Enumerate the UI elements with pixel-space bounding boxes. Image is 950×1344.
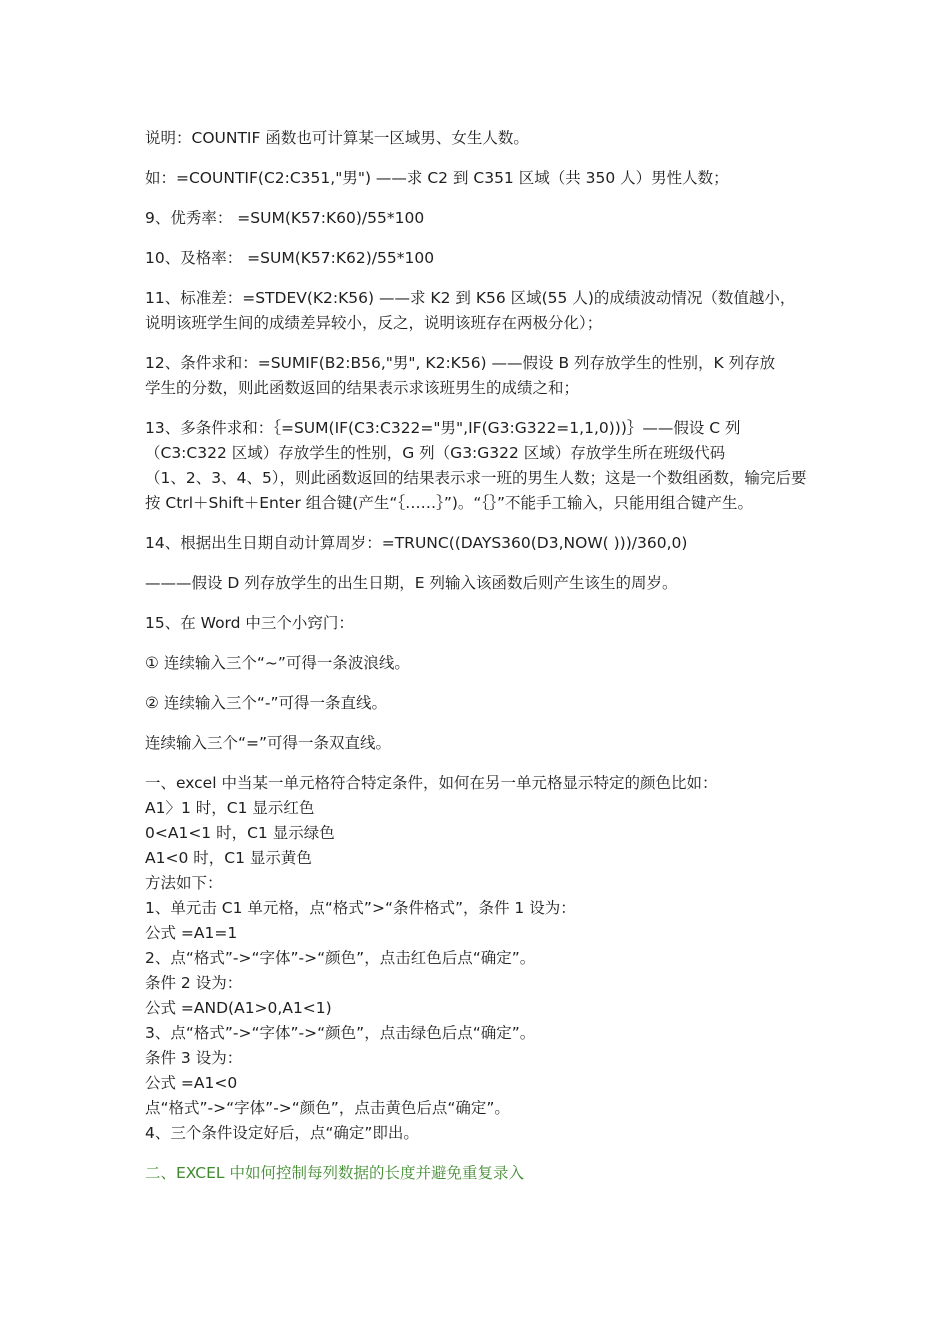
text-line: 条件 3 设为： [145,1049,243,1067]
paragraph-wavy-line-tip: ① 连续输入三个“~”可得一条波浪线。 [145,654,410,672]
text-line: 13、多条件求和：｛=SUM(IF(C3:C322="男",IF(G3:G322=1,1,0)))｝——假设 C 列 [145,419,741,437]
text-line: 条件 2 设为： [145,974,243,992]
text-line: 公式 =A1=1 [145,924,238,942]
text-line: （1、2、3、4、5），则此函数返回的结果表示求一班的男生人数；这是一个数组函数，输完后要 [145,469,807,487]
section-heading-excel-column-length: 二、EXCEL 中如何控制每列数据的长度并避免重复录入 [145,1164,524,1182]
paragraph-double-line-tip: 连续输入三个“=”可得一条双直线。 [145,734,392,752]
text-line: 说明该班学生间的成绩差异较小，反之，说明该班存在两极分化）； [145,314,603,332]
text-line: 1、单元击 C1 单元格，点“格式”>“条件格式”，条件 1 设为： [145,899,576,917]
text-line: 点“格式”->“字体”->“颜色”，点击黄色后点“确定”。 [145,1099,510,1117]
text-line: 方法如下： [145,874,223,892]
text-line: 2、点“格式”->“字体”->“颜色”，点击红色后点“确定”。 [145,949,536,967]
text-line: 学生的分数，则此函数返回的结果表示求该班男生的成绩之和； [145,379,580,397]
paragraph-age-note: ———假设 D 列存放学生的出生日期，E 列输入该函数后则产生该生的周岁。 [145,574,678,592]
text-line: 11、标准差：=STDEV(K2:K56) ——求 K2 到 K56 区域(55 人)的成绩波动情况（数值越小， [145,289,796,307]
text-line: A1〉1 时，C1 显示红色 [145,799,315,817]
paragraph-countif-note: 说明：COUNTIF 函数也可计算某一区域男、女生人数。 [145,129,529,147]
paragraph-straight-line-tip: ② 连续输入三个“-”可得一条直线。 [145,694,387,712]
paragraph-pass-rate: 10、及格率： =SUM(K57:K62)/55*100 [145,249,435,267]
paragraph-countif-example: 如：=COUNTIF(C2:C351,"男") ——求 C2 到 C351 区域（共 350 人）男性人数； [145,169,729,187]
text-line: 4、三个条件设定好后，点“确定”即出。 [145,1124,419,1142]
paragraph-word-tips-title: 15、在 Word 中三个小窍门： [145,614,354,632]
section-conditional-format [145,771,835,1146]
paragraph-stdev [145,286,835,336]
text-line: 按 Ctrl＋Shift＋Enter 组合键(产生“｛……｝”)。“｛｝”不能手工输入，只能用组合键产生。 [145,494,753,512]
text-line: 12、条件求和：=SUMIF(B2:B56,"男", K2:K56) ——假设 B 列存放学生的性别，K 列存放 [145,354,776,372]
text-line: 一、excel 中当某一单元格符合特定条件，如何在另一单元格显示特定的颜色比如： [145,774,718,792]
text-line: 公式 =AND(A1>0,A1<1) [145,999,332,1017]
text-line: （C3:C322 区域）存放学生的性别，G 列（G3:G322 区域）存放学生所在班级代码 [145,444,726,462]
paragraph-sumif [145,351,835,401]
paragraph-excellence-rate: 9、优秀率： =SUM(K57:K60)/55*100 [145,209,425,227]
document-content [145,126,835,1201]
paragraph-age-formula: 14、根据出生日期自动计算周岁：=TRUNC((DAYS360(D3,NOW( )))/360,0) [145,534,688,552]
text-line: 3、点“格式”->“字体”->“颜色”，点击绿色后点“确定”。 [145,1024,536,1042]
text-line: 0<A1<1 时，C1 显示绿色 [145,824,335,842]
text-line: A1<0 时，C1 显示黄色 [145,849,312,867]
paragraph-multi-condition-sum [145,416,835,516]
text-line: 公式 =A1<0 [145,1074,238,1092]
